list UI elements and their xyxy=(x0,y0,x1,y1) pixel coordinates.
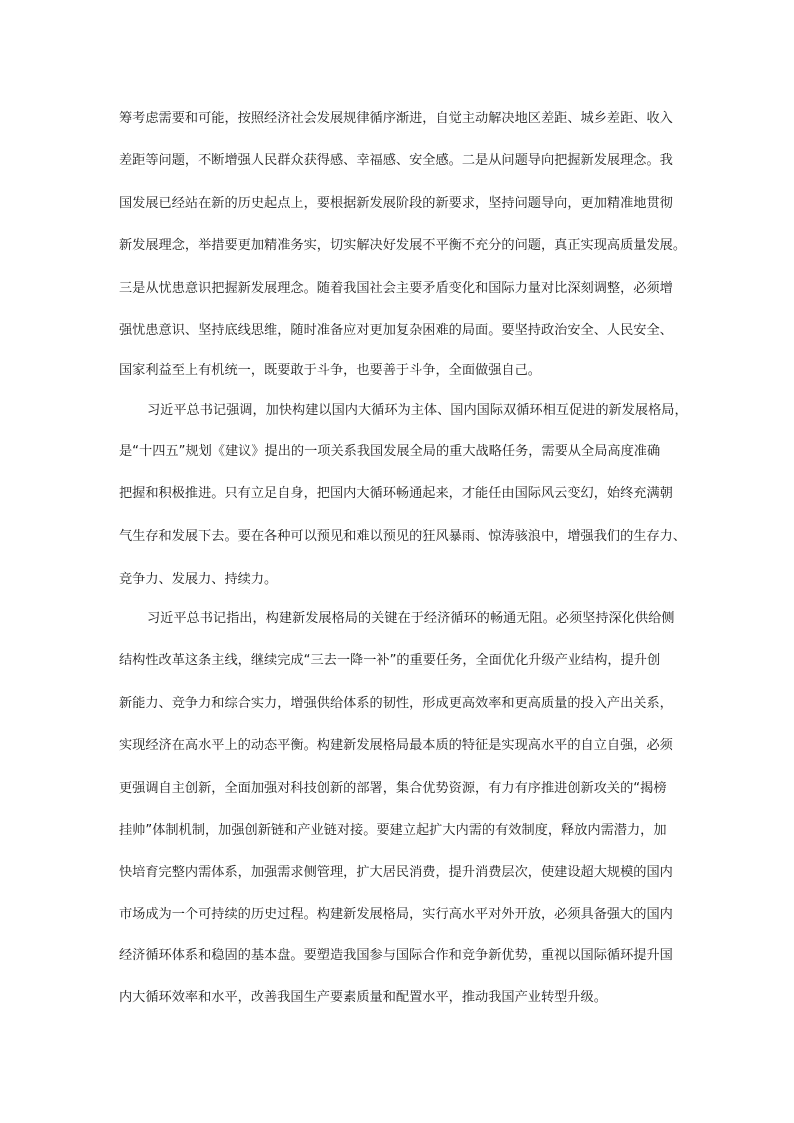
text-line: 三是从忧患意识把握新发展理念。随着我国社会主要矛盾变化和国际力量对比深刻调整，必须增 xyxy=(119,281,673,296)
paragraph-first-line: 习近平总书记强调，加快构建以国内大循环为主体、国内国际双循环相互促进的新发展格局， xyxy=(147,403,688,418)
text-line: 把握和积极推进。只有立足自身，把国内大循环畅通起来，才能任由国际风云变幻，始终充满朝 xyxy=(119,486,673,501)
text-line: 筹考虑需要和可能，按照经济社会发展规律循序渐进，自觉主动解决地区差距、城乡差距、收入 xyxy=(119,111,673,126)
text-line: 结构性改革这条主线，继续完成“三去一降一补”的重要任务，全面优化升级产业结构，提升创 xyxy=(119,653,661,668)
text-line: 更强调自主创新，全面加强对科技创新的部署，集合优势资源，有力有序推进创新攻关的“揭榜 xyxy=(119,781,667,796)
text-line: 经济循环体系和稳固的基本盘。要塑造我国参与国际合作和竞争新优势，重视以国际循环提升国 xyxy=(119,948,673,963)
text-line: 新能力、竞争力和综合实力，增强供给体系的韧性，形成更高效率和更高质量的投入产出关系， xyxy=(119,696,673,711)
text-line: 内大循环效率和水平，改善我国生产要素质量和配置水平，推动我国产业转型升级。 xyxy=(119,990,607,1005)
paragraph-first-line: 习近平总书记指出，构建新发展格局的关键在于经济循环的畅通无阻。必须坚持深化供给侧 xyxy=(147,611,675,626)
text-line: 差距等问题，不断增强人民群众获得感、幸福感、安全感。二是从问题导向把握新发展理念。我 xyxy=(119,153,673,168)
text-line: 竞争力、发展力、持续力。 xyxy=(119,572,278,587)
text-line: 实现经济在高水平上的动态平衡。构建新发展格局最本质的特征是实现高水平的自立自强，必须 xyxy=(119,738,673,753)
text-line: 市场成为一个可持续的历史过程。构建新发展格局，实行高水平对外开放，必须具备强大的国内 xyxy=(119,907,673,922)
text-line: 国发展已经站在新的历史起点上，要根据新发展阶段的新要求，坚持问题导向，更加精准地贯彻 xyxy=(119,196,673,211)
text-line: 气生存和发展下去。要在各种可以预见和难以预见的狂风暴雨、惊涛骇浪中，增强我们的生存力、 xyxy=(119,529,687,544)
text-line: 强忧患意识、坚持底线思维，随时准备应对更加复杂困难的局面。要坚持政治安全、人民安全、 xyxy=(119,323,673,338)
text-line: 挂帅”体制机制，加强创新链和产业链对接。要建立起扩大内需的有效制度，释放内需潜力，加 xyxy=(119,823,667,838)
text-line: 国家利益至上有机统一，既要敢于斗争，也要善于斗争，全面做强自己。 xyxy=(119,363,541,378)
text-line: 快培育完整内需体系，加强需求侧管理，扩大居民消费，提升消费层次，使建设超大规模的国内 xyxy=(119,865,673,880)
text-line: 新发展理念，举措要更加精准务实，切实解决好发展不平衡不充分的问题，真正实现高质量发展。 xyxy=(119,238,687,253)
text-line: 是“十四五”规划《建议》提出的一项关系我国发展全局的重大战略任务，需要从全局高度准确 xyxy=(119,444,661,459)
